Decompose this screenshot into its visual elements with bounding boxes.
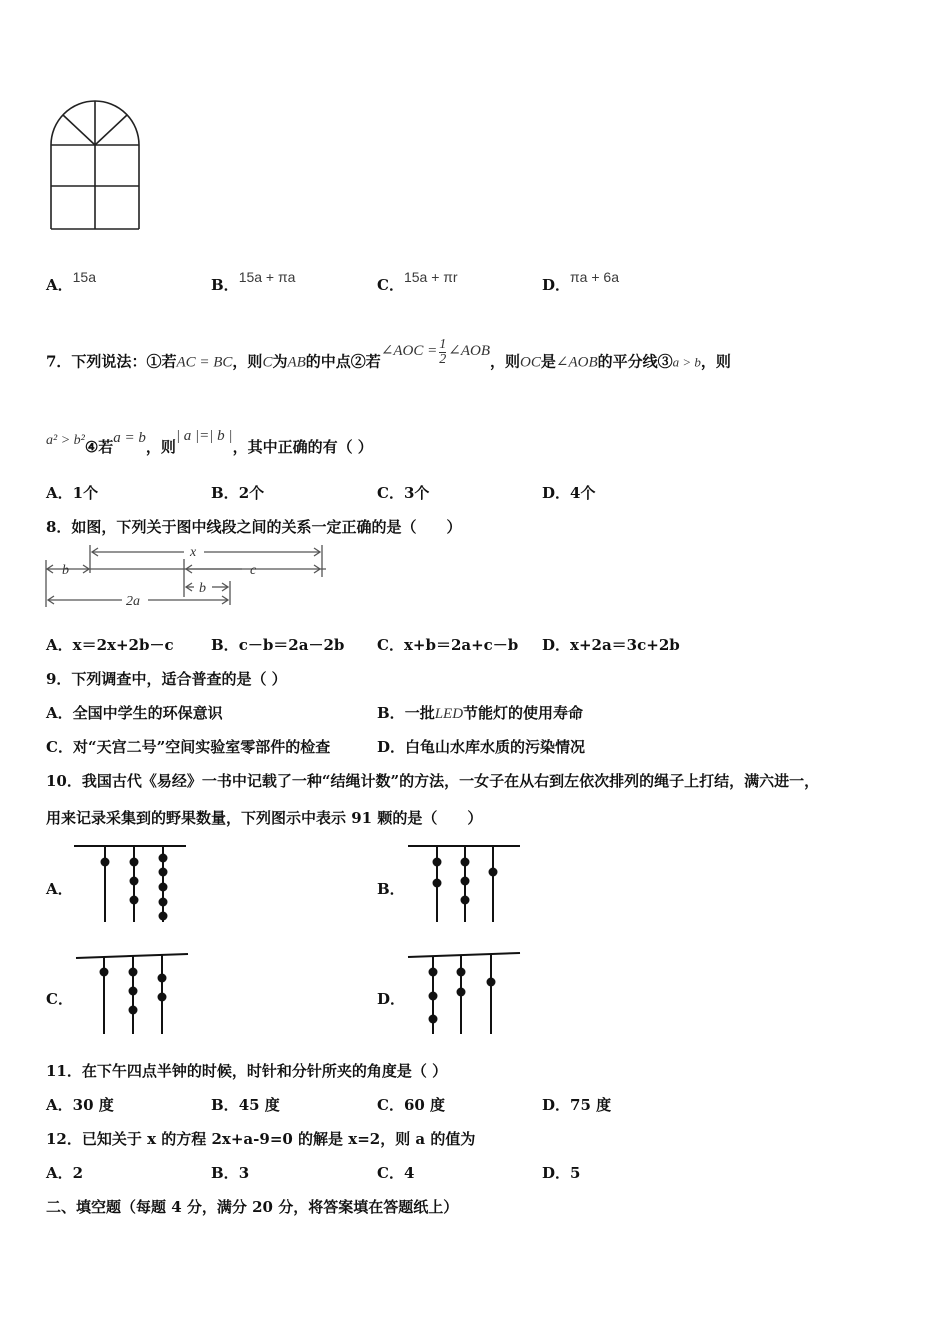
q11-option-a[interactable]: A．30 度 bbox=[46, 1096, 114, 1114]
q9-option-d[interactable]: D．白龟山水库水质的污染情况 bbox=[377, 738, 586, 756]
q7-option-b[interactable]: B．2个 bbox=[211, 484, 265, 502]
q10-knot-figure-a[interactable] bbox=[70, 840, 190, 926]
q12-option-b[interactable]: B．3 bbox=[211, 1164, 250, 1182]
q6-option-c[interactable]: C．15a + πr bbox=[377, 269, 458, 294]
q10-stem-line2: 用来记录采集到的野果数量，下列图示中表示 91 颗的是（ ） bbox=[46, 809, 483, 827]
q10-knot-figure-c[interactable] bbox=[72, 950, 192, 1036]
q7-stem-line1: 7．下列说法：①若AC = BC，则C为AB的中点②若∠AOC = $\frac{1}{2}$ ∠AOB，则OC是∠AOB的平分线③a > b，则 bbox=[46, 337, 731, 371]
q10-option-b-label[interactable]: B． bbox=[377, 880, 405, 898]
q12-option-a[interactable]: A．2 bbox=[46, 1164, 84, 1182]
q8-option-b[interactable]: B．c－b＝2a－2b bbox=[211, 636, 345, 654]
window-figure bbox=[48, 100, 143, 232]
q8-option-c[interactable]: C．x+b＝2a+c－b bbox=[377, 636, 519, 654]
q8-stem: 8．如图，下列关于图中线段之间的关系一定正确的是（ ） bbox=[46, 518, 462, 536]
q9-option-a[interactable]: A．全国中学生的环保意识 bbox=[46, 704, 223, 722]
q9-option-b[interactable]: B．一批LED节能灯的使用寿命 bbox=[377, 704, 584, 722]
q7-option-c[interactable]: C．3个 bbox=[377, 484, 430, 502]
q12-option-d[interactable]: D．5 bbox=[542, 1164, 581, 1182]
q11-option-d[interactable]: D．75 度 bbox=[542, 1096, 612, 1114]
q6-option-a[interactable]: A．15a bbox=[46, 269, 96, 294]
q10-option-a-label[interactable]: A． bbox=[46, 880, 73, 898]
q10-knot-figure-d[interactable] bbox=[404, 950, 524, 1036]
q7-option-d[interactable]: D．4个 bbox=[542, 484, 596, 502]
q9-stem: 9．下列调查中，适合普查的是（ ） bbox=[46, 670, 287, 688]
q12-stem: 12．已知关于 x 的方程 2x+a-9=0 的解是 x=2，则 a 的值为 bbox=[46, 1130, 476, 1148]
q7-option-a[interactable]: A．1个 bbox=[46, 484, 99, 502]
q8-option-d[interactable]: D．x+2a＝3c+2b bbox=[542, 636, 680, 654]
q11-stem: 11．在下午四点半钟的时候，时针和分针所夹的角度是（ ） bbox=[46, 1062, 448, 1080]
q10-stem-line1: 10．我国古代《易经》一书中记载了一种“结绳计数”的方法，一女子在从右到左依次排列的绳子上打结，满六进一， bbox=[46, 772, 820, 790]
q10-knot-figure-b[interactable] bbox=[404, 840, 524, 926]
q7-stem-line2: a² > b²④若a = b，则| a |=| b |，其中正确的有（ ） bbox=[46, 428, 373, 456]
q8-label-b-inner: b bbox=[199, 581, 206, 596]
q11-option-b[interactable]: B．45 度 bbox=[211, 1096, 280, 1114]
q12-option-c[interactable]: C．4 bbox=[377, 1164, 415, 1182]
q8-label-x: x bbox=[190, 545, 197, 560]
q8-label-c: c bbox=[250, 563, 257, 578]
q8-segment-figure bbox=[44, 541, 334, 609]
q7-fraction: $\frac{1}{2}$ bbox=[439, 337, 447, 367]
q8-label-b-left: b bbox=[62, 563, 69, 578]
q10-option-c-label[interactable]: C． bbox=[46, 990, 73, 1008]
section2-title: 二、填空题（每题 4 分，满分 20 分，将答案填在答题纸上） bbox=[46, 1198, 459, 1216]
q6-option-d[interactable]: D．πa + 6a bbox=[542, 269, 619, 294]
q9-option-c[interactable]: C．对“天宫二号”空间实验室零部件的检查 bbox=[46, 738, 331, 756]
q10-option-d-label[interactable]: D． bbox=[377, 990, 406, 1008]
q8-option-a[interactable]: A．x＝2x+2b－c bbox=[46, 636, 174, 654]
q6-option-b[interactable]: B．15a + πa bbox=[211, 269, 296, 294]
q11-option-c[interactable]: C．60 度 bbox=[377, 1096, 446, 1114]
q8-label-2a: 2a bbox=[126, 594, 140, 609]
